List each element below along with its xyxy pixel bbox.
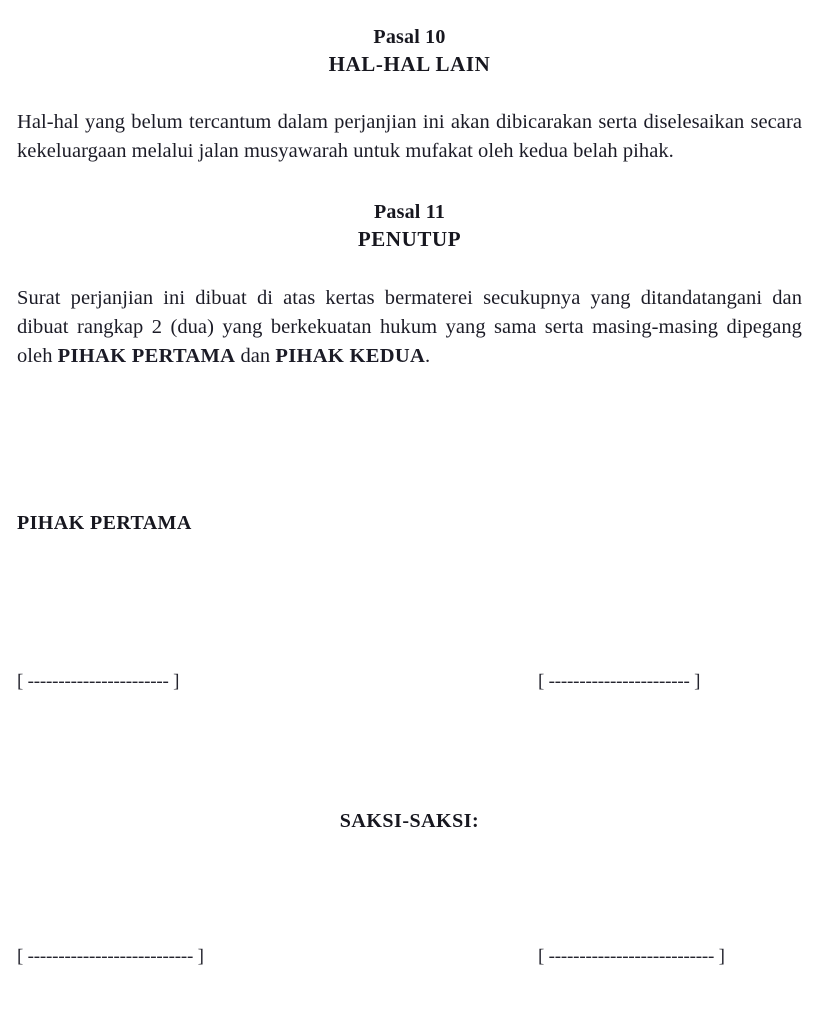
signature-placeholder-right-column	[538, 670, 802, 694]
paragraph-run: Surat perjanjian ini dibuat di atas kertas bermaterei secukupnya yang ditandatangani dan dibuat rangkap 2 (dua) yang berkekuatan hukum yang sama serta masing-masing dipegang oleh	[17, 287, 802, 367]
signature-placeholder-left-column	[17, 670, 538, 694]
section-heading-pasal-11	[17, 199, 802, 253]
paragraph-run: Hal-hal yang belum tercantum dalam perjanjian ini akan dibicarakan serta diselesaikan secara kekeluargaan melalui jalan musyawarah untuk mufakat oleh kedua belah pihak.	[17, 111, 802, 162]
signature-placeholder-row-parties	[17, 670, 802, 694]
signature-label-row	[17, 512, 802, 535]
section-heading-pasal-10	[17, 24, 802, 78]
section-title-hal-hal-lain: HAL-HAL LAIN	[328, 52, 491, 76]
section-number-pasal-11: Pasal 11	[373, 201, 446, 223]
paragraph-run-bold-pihak-kedua: PIHAK KEDUA	[275, 345, 426, 367]
paragraph-run: .	[425, 345, 431, 367]
signature-placeholder-pihak-pertama[interactable]: [ ----------------------- ]	[17, 671, 180, 692]
signature-placeholder-pihak-kedua[interactable]: [ ----------------------- ]	[538, 671, 701, 692]
witness-heading-label: SAKSI-SAKSI:	[339, 810, 480, 832]
witness-placeholder-left-column	[17, 945, 538, 969]
signature-label-left-column	[17, 512, 538, 535]
paragraph-hal-hal-lain	[17, 108, 802, 166]
witness-placeholder-right-column	[538, 945, 802, 969]
signature-placeholder-witness-two[interactable]: [ --------------------------- ]	[538, 946, 725, 967]
witness-section-heading	[17, 810, 802, 833]
party-label-pihak-pertama: PIHAK PERTAMA	[17, 512, 192, 534]
section-title-penutup: PENUTUP	[357, 227, 462, 251]
signature-placeholder-row-witnesses	[17, 945, 802, 969]
paragraph-penutup	[17, 284, 802, 371]
signature-label-right-column	[538, 512, 802, 535]
paragraph-run-bold-pihak-pertama: PIHAK PERTAMA	[57, 345, 236, 367]
section-number-pasal-10: Pasal 10	[373, 26, 446, 48]
signature-placeholder-witness-one[interactable]: [ --------------------------- ]	[17, 946, 204, 967]
paragraph-run: dan	[235, 345, 276, 367]
